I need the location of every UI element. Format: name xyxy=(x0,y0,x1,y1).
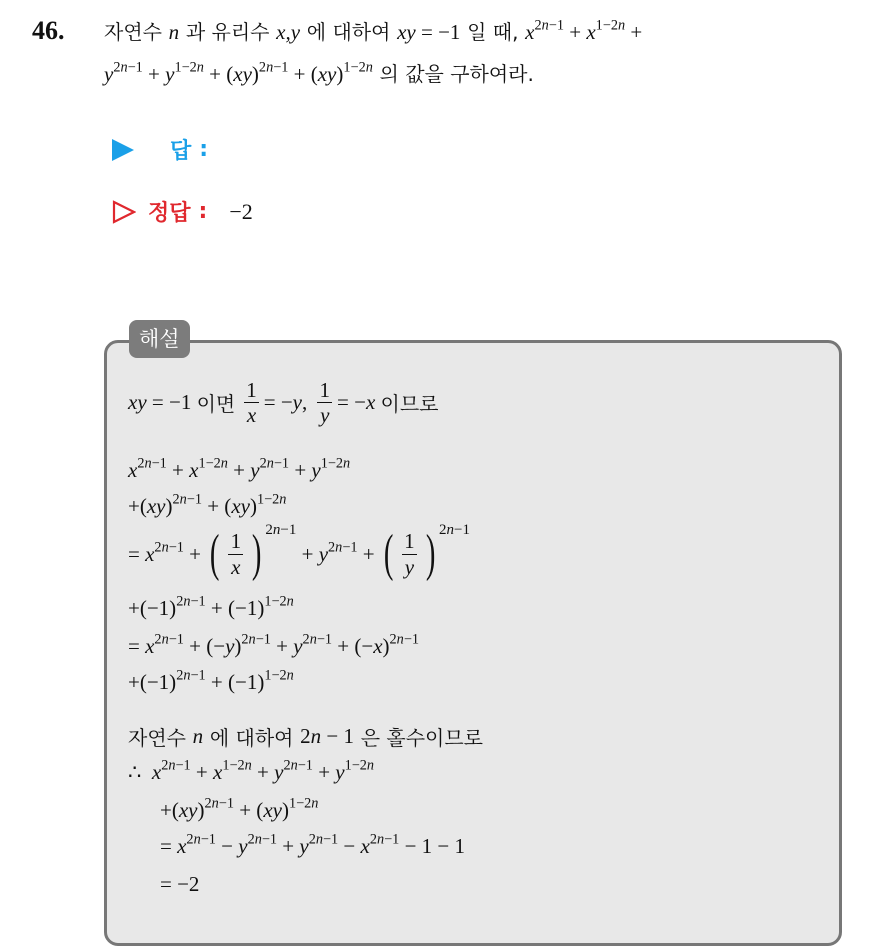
expression-part-1: $x^{2n-1} + x^{1-2n}$ + xyxy=(525,17,643,44)
solution-line-1: xy = −1 이면 $\frac{1}{x}$ = −y, $\frac{1}{y}$ = −x 이므로 xyxy=(128,378,439,428)
solution-line-8: 자연수 n 에 대하여 2n − 1 은 홀수이므로 xyxy=(128,724,483,750)
answer-label: 답 xyxy=(170,139,192,164)
question-line-2: $y^{2n-1} + y^{1-2n} + (xy)^{2n-1} + (xy)^{1-2n}$ 의 값을 구하여라. xyxy=(104,59,534,86)
solution-line-12: = −2 xyxy=(160,872,200,896)
condition-expression: xy = −1 xyxy=(397,20,461,44)
solution-line-3: +(xy)$^{2n-1}$ + (xy)$^{1-2n}$ xyxy=(128,491,287,518)
answer-colon: : xyxy=(199,137,209,162)
question-number: 46. xyxy=(32,16,65,45)
solution-line-10: +(xy)$^{2n-1}$ + (xy)$^{1-2n}$ xyxy=(160,795,319,822)
correct-answer-row xyxy=(112,196,253,227)
solution-line-7: $+(-1)^{2n-1} + (-1)^{1-2n}$ xyxy=(128,667,294,694)
solution-line-9: ∴ $x^{2n-1} + x^{1-2n} + y^{2n-1} + y^{1-2n}$ xyxy=(128,757,375,784)
expression-part-2: $y^{2n-1} + y^{1-2n} + (xy)^{2n-1} + (xy)^{1-2n}$ xyxy=(104,59,373,86)
solution-line-11: = $x^{2n-1} - y^{2n-1} + y^{2n-1} - x^{2n-1} - 1 - 1$ xyxy=(160,831,465,858)
play-triangle-icon xyxy=(112,139,134,161)
answer-row xyxy=(112,134,208,165)
correct-answer-label: 정답 xyxy=(148,201,191,226)
solution-line-2: $x^{2n-1} + x^{1-2n} + y^{2n-1} + y^{1-2n}$ xyxy=(128,455,351,482)
therefore-symbol: ∴ xyxy=(128,760,142,784)
solution-line-4: = $x^{2n-1}$ + ( $\frac{1}{x}$ ) 2n−1 + $y^{2n-1}$ + ( $\frac{1}{y}$ ) 2n−1 xyxy=(128,522,470,582)
solution-tag: 해설 xyxy=(129,320,190,358)
solution-line-5: $+(-1)^{2n-1} + (-1)^{1-2n}$ xyxy=(128,593,294,620)
correct-answer-colon: : xyxy=(198,199,208,224)
correct-answer-value: −2 xyxy=(229,198,253,224)
solution-line-6: = $x^{2n-1} + (-y)^{2n-1} + y^{2n-1} + (-x)^{2n-1}$ xyxy=(128,631,419,658)
outline-triangle-icon xyxy=(112,200,136,224)
question-line-1: 자연수 n 과 유리수 x,y 에 대하여 xy = −1 일 때, $x^{2n-1} + x^{1-2n}$ + xyxy=(104,17,643,44)
